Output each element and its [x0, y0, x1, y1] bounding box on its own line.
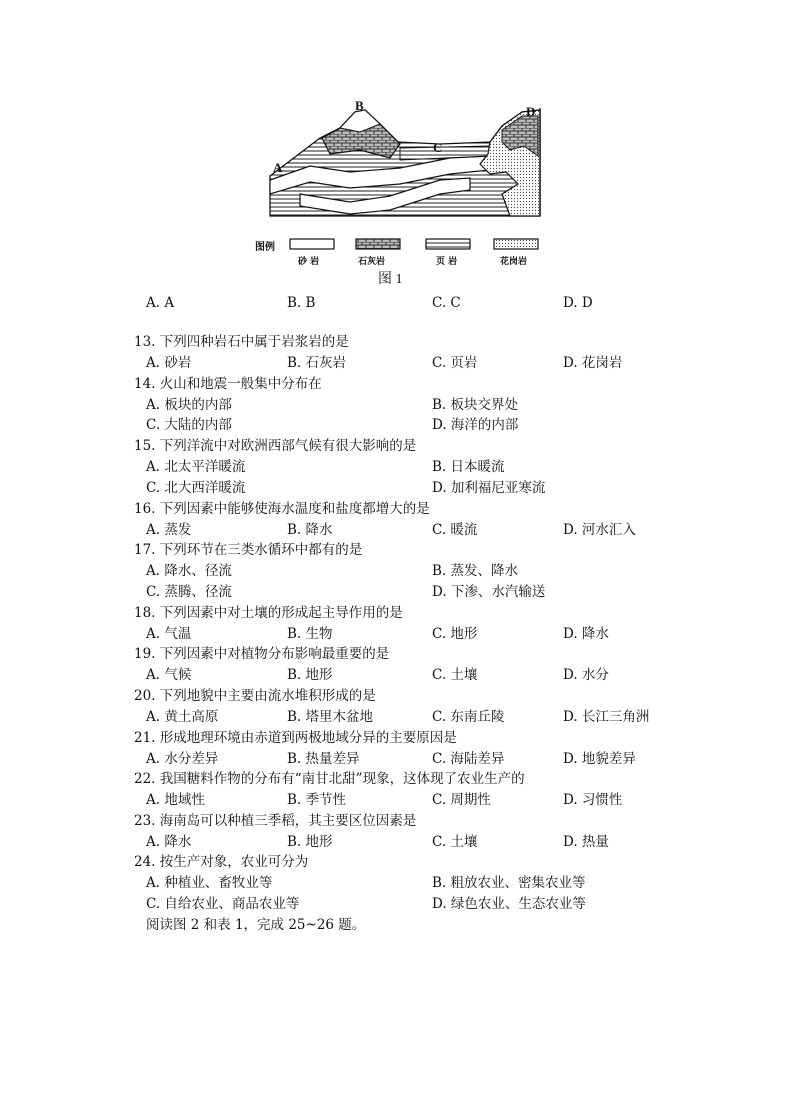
question-options: [0, 583, 790, 601]
question-options: [0, 562, 790, 580]
option: A. 种植业、畜牧业等: [146, 875, 273, 891]
question-stem: 22. 我国糖料作物的分布有“南甘北甜”现象，这体现了农业生产的: [134, 771, 525, 787]
question-options: [0, 750, 790, 768]
option: D. 地貌差异: [563, 751, 636, 767]
question-stem: 21. 形成地理环境由赤道到两极地域分异的主要原因是: [134, 730, 457, 746]
question-options: [0, 416, 790, 434]
question-stem: 20. 下列地貌中主要由流水堆积形成的是: [134, 688, 376, 704]
legend-shale-label: 页 岩: [436, 257, 458, 267]
label-a: A: [273, 160, 283, 175]
figure-caption: 图 1: [378, 272, 403, 287]
option: A. 地域性: [146, 792, 205, 808]
option: A. 板块的内部: [146, 397, 232, 413]
label-d: D: [526, 104, 536, 119]
option: D. 水分: [563, 667, 609, 683]
question-options: [0, 521, 790, 539]
option: C. 地形: [432, 626, 478, 642]
option: D. 加利福尼亚寒流: [432, 480, 546, 496]
option: C. 暖流: [432, 522, 478, 538]
question-stem: 14. 火山和地震一般集中分布在: [134, 376, 322, 392]
option: C. 海陆差异: [432, 751, 505, 767]
option: B. 热量差异: [287, 751, 360, 767]
reading-instruction: 阅读图 2 和表 1，完成 25~26 题。: [146, 917, 366, 933]
legend-granite-label: 花岗岩: [500, 257, 528, 267]
label-c: C: [433, 140, 443, 155]
legend-limestone-label: 石灰岩: [358, 257, 386, 267]
option: A. 砂岩: [146, 355, 192, 371]
question-options: [0, 874, 790, 892]
legend-title: 图例: [255, 242, 275, 253]
question-options: [0, 708, 790, 726]
option: C. 北大西洋暖流: [146, 480, 246, 496]
option: B. 地形: [287, 834, 333, 850]
option: B. 日本暖流: [432, 459, 505, 475]
option: B. 生物: [287, 626, 333, 642]
question-options: [0, 396, 790, 414]
option: C. 土壤: [432, 834, 478, 850]
option: A. 降水、径流: [146, 563, 232, 579]
option: C. 大陆的内部: [146, 417, 232, 433]
option: B. 塔里木盆地: [287, 709, 374, 725]
option: D. 绿色农业、生态农业等: [432, 896, 586, 912]
question-options: [0, 666, 790, 684]
question-stem: 15. 下列洋流中对欧洲西部气候有很大影响的是: [134, 438, 417, 454]
option: A. 气温: [146, 626, 192, 642]
option: C. 周期性: [432, 792, 491, 808]
question-stem: 18. 下列因素中对土壤的形成起主导作用的是: [134, 605, 403, 621]
option: A. 蒸发: [146, 522, 192, 538]
option: D. 习惯性: [563, 792, 623, 808]
option: D. 降水: [563, 626, 609, 642]
legend-sandstone-swatch: [290, 239, 334, 249]
legend-sandstone-label: 砂 岩: [298, 257, 320, 267]
question-stem: 24. 按生产对象，农业可分为: [134, 854, 309, 870]
option: D. D: [563, 295, 593, 311]
option: C. C: [432, 295, 461, 311]
option: C. 东南丘陵: [432, 709, 505, 725]
option: C. 页岩: [432, 355, 478, 371]
question-stem: 13. 下列四种岩石中属于岩浆岩的是: [134, 334, 349, 350]
option: A. 降水: [146, 834, 192, 850]
figure-1: [240, 98, 550, 288]
option: B. 蒸发、降水: [432, 563, 519, 579]
option: B. B: [287, 295, 316, 311]
question-options: [0, 354, 790, 372]
option: A. 黄土高原: [146, 709, 219, 725]
option: B. 石灰岩: [287, 355, 347, 371]
option: D. 河水汇入: [563, 522, 636, 538]
option: B. 粗放农业、密集农业等: [432, 875, 586, 891]
option: A. A: [146, 295, 175, 311]
option: C. 自给农业、商品农业等: [146, 896, 300, 912]
question-stem: 16. 下列因素中能够使海水温度和盐度都增大的是: [134, 501, 430, 517]
option: C. 蒸腾、径流: [146, 584, 232, 600]
question-stem: 19. 下列因素中对植物分布影响最重要的是: [134, 646, 390, 662]
option: B. 季节性: [287, 792, 347, 808]
option: B. 地形: [287, 667, 333, 683]
label-b: B: [355, 98, 364, 113]
q12-options: [0, 294, 790, 312]
option: D. 海洋的内部: [432, 417, 519, 433]
legend-granite-swatch: [494, 239, 538, 249]
option: A. 水分差异: [146, 751, 219, 767]
question-options: [0, 458, 790, 476]
question-options: [0, 479, 790, 497]
question-options: [0, 791, 790, 809]
legend-limestone-swatch: [356, 239, 400, 249]
question-options: [0, 833, 790, 851]
option: A. 气候: [146, 667, 192, 683]
question-stem: 23. 海南岛可以种植三季稻，其主要区位因素是: [134, 813, 417, 829]
option: D. 热量: [563, 834, 609, 850]
legend-shale-swatch: [426, 239, 470, 249]
question-options: [0, 625, 790, 643]
question-stem: 17. 下列环节在三类水循环中都有的是: [134, 542, 363, 558]
option: B. 降水: [287, 522, 333, 538]
option: C. 土壤: [432, 667, 478, 683]
question-options: [0, 895, 790, 913]
option: A. 北太平洋暖流: [146, 459, 246, 475]
option: D. 下渗、水汽输送: [432, 584, 546, 600]
option: D. 长江三角洲: [563, 709, 650, 725]
option: B. 板块交界处: [432, 397, 519, 413]
option: D. 花岗岩: [563, 355, 623, 371]
